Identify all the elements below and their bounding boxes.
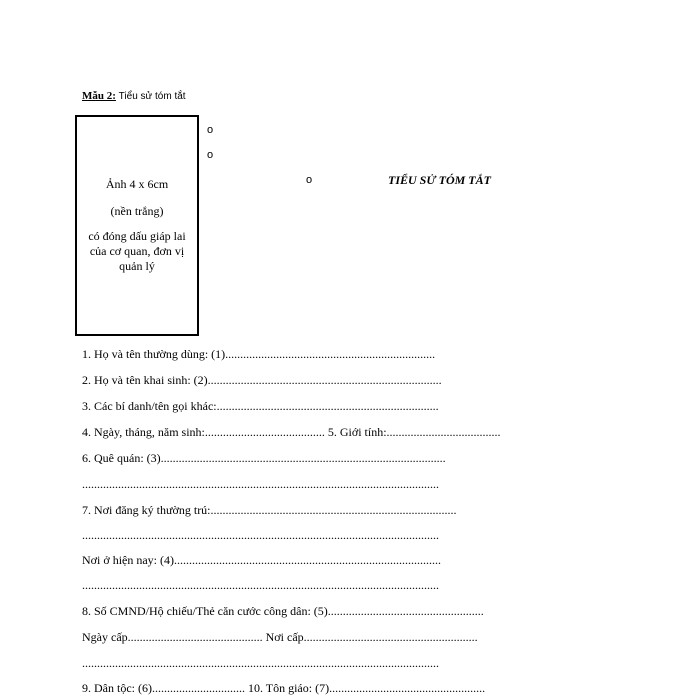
field-hometown[interactable]: 6. Quê quán: (3)............................................................................................... [82,451,446,465]
field-hometown-continued[interactable]: ....................................................................................................................... [82,477,439,491]
field-issue-date-place[interactable]: Ngày cấp............................................. Nơi cấp.......................................................... [82,630,478,644]
field-permanent-residence-continued[interactable]: ....................................................................................................................... [82,528,439,542]
photo-size-text: Ảnh 4 x 6cm [105,177,169,191]
marker-3: o [306,174,313,186]
marker-2: o [207,149,214,161]
field-birthdate-gender[interactable]: 4. Ngày, tháng, năm sinh:........................................ 5. Giới tính:...................................... [82,425,501,439]
form-header [82,90,186,102]
form-label: Mẫu 2: [82,90,116,102]
marker-1: o [207,124,214,136]
field-issue-continued[interactable]: ....................................................................................................................... [82,656,439,670]
photo-placeholder-box [75,115,199,336]
field-aliases[interactable]: 3. Các bí danh/tên gọi khác:.......................................................................... [82,399,439,413]
field-id-number[interactable]: 8. Số CMND/Hộ chiếu/Thẻ căn cước công dân: (5).................................................... [82,604,484,618]
field-current-residence[interactable]: Nơi ở hiện nay: (4)......................................................................................... [82,553,442,567]
field-current-residence-continued[interactable]: ....................................................................................................................... [82,578,439,592]
photo-background-text: (nền trắng) [110,204,164,218]
form-subtitle: Tiểu sử tóm tắt [118,91,186,102]
field-birth-name[interactable]: 2. Họ và tên khai sinh: (2).............................................................................. [82,373,442,387]
field-permanent-residence[interactable]: 7. Nơi đăng ký thường trú:.................................................................................. [82,503,457,517]
photo-stamp-text: có đóng dấu giáp lai của cơ quan, đơn vị quản lý [88,229,186,273]
field-ethnicity-religion[interactable]: 9. Dân tộc: (6)............................... 10. Tôn giáo: (7).................................................... [82,681,486,695]
field-common-name[interactable]: 1. Họ và tên thường dùng: (1)...................................................................... [82,347,436,361]
form-title: TIỂU SỬ TÓM TẮT [388,173,491,187]
